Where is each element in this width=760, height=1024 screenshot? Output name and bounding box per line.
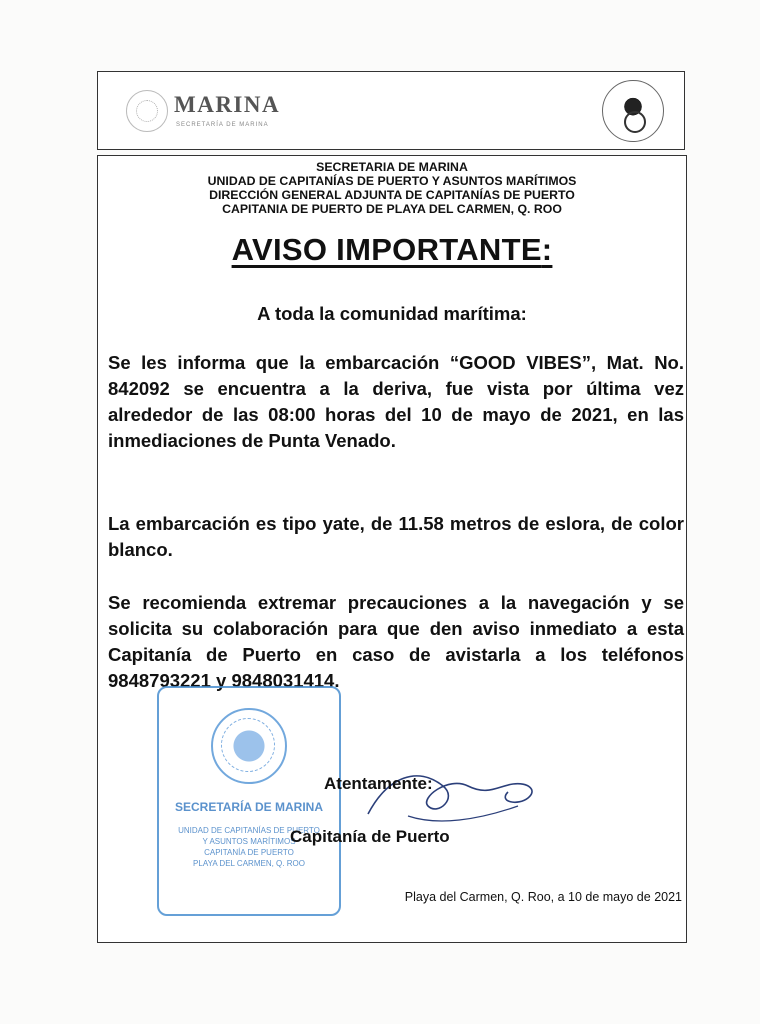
notice-body: [97, 155, 687, 943]
stamp-line: PLAYA DEL CARMEN, Q. ROO: [193, 859, 305, 868]
org-line: SECRETARIA DE MARINA: [316, 160, 468, 174]
org-line: CAPITANIA DE PUERTO DE PLAYA DEL CARMEN, Q. ROO: [222, 202, 562, 216]
stamp-line: Y ASUNTOS MARÍTIMOS: [202, 837, 296, 846]
org-line: DIRECCIÓN GENERAL ADJUNTA DE CAPITANÍAS DE PUERTO: [209, 188, 575, 202]
paragraph-vessel-description: La embarcación es tipo yate, de 11.58 metros de eslora, de color blanco.: [108, 513, 684, 560]
signer: Capitanía de Puerto: [290, 827, 450, 846]
stamp-line: CAPITANÍA DE PUERTO: [204, 848, 294, 857]
ship-wheel-icon: [624, 111, 646, 133]
letterhead: [97, 71, 685, 150]
signature-underline: [408, 806, 518, 821]
marina-logo-text: MARINA: [174, 92, 281, 117]
signature: [348, 756, 558, 836]
notice-title-colon: :: [541, 232, 553, 267]
national-emblem-icon: [126, 90, 168, 132]
paragraph-vessel-adrift: Se les informa que la embarcación “GOOD VIBES”, Mat. No. 842092 se encuentra a la deriva, fue vista por última vez alrededor de las 08:00 horas del 10 de mayo de 2021, en las inmediaciones de Punta Venado.: [108, 352, 684, 451]
notice-title: [98, 232, 686, 268]
place-date: Playa del Carmen, Q. Roo, a 10 de mayo de 2021: [404, 890, 682, 904]
paragraph-recommendation: Se recomienda extremar precauciones a la navegación y se solicita su colaboración para que den aviso inmediato a esta Capitanía de Puerto en caso de avistarla a los teléfonos 9848793221 y 9848031414.: [108, 592, 684, 691]
closing: Atentamente:: [324, 774, 433, 793]
marina-logo-subtext: SECRETARÍA DE MARINA: [176, 122, 269, 128]
stamp-title: SECRETARÍA DE MARINA: [174, 800, 323, 814]
navy-seal-icon: [602, 80, 664, 142]
notice-title-text: AVISO IMPORTANTE: [231, 232, 542, 267]
organization-header: [98, 160, 686, 216]
greeting: A toda la comunidad marítima:: [257, 303, 527, 324]
stamp-emblem-icon: [211, 708, 287, 784]
stamp-line: UNIDAD DE CAPITANÍAS DE PUERTO: [178, 826, 320, 835]
official-stamp: [157, 686, 341, 916]
org-line: UNIDAD DE CAPITANÍAS DE PUERTO Y ASUNTOS MARÍTIMOS: [207, 174, 577, 188]
